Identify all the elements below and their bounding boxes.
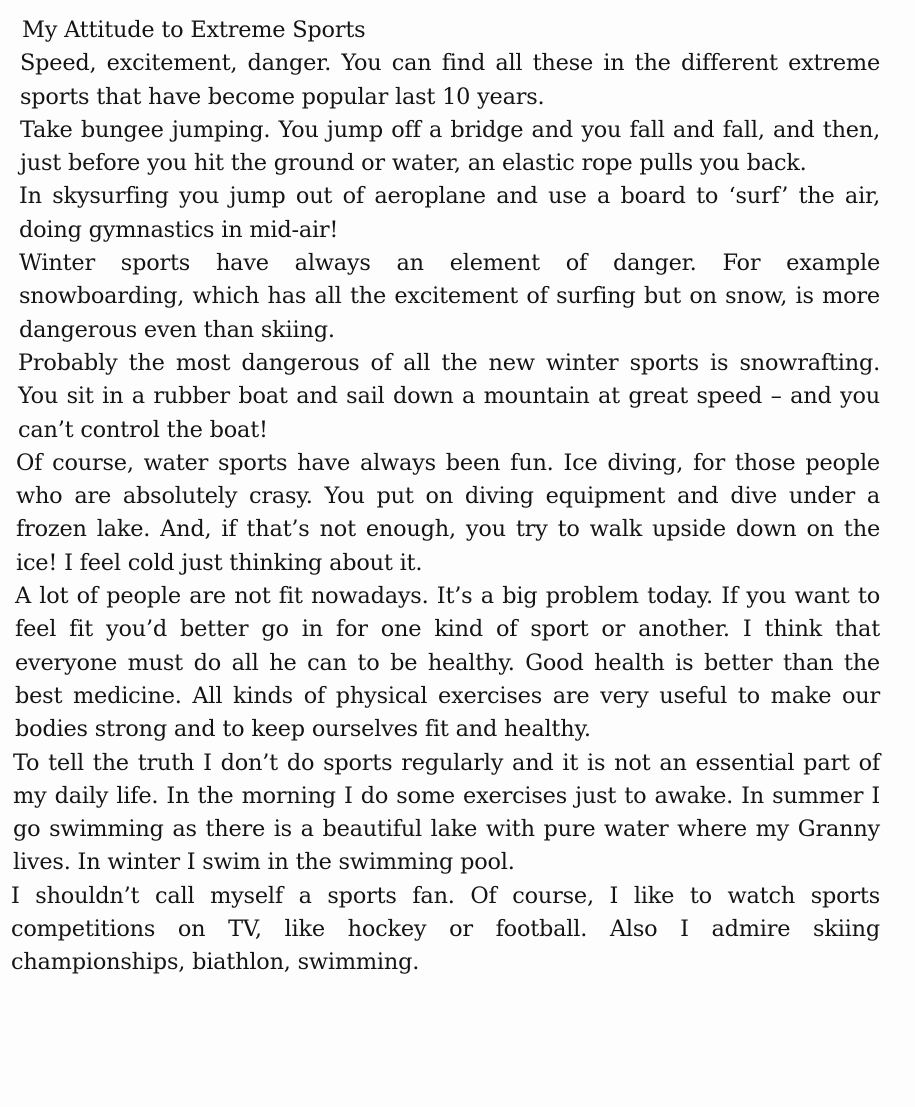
paragraph-intro: Speed, excitement, danger. You can find all these in the different extreme sports that have become popular last 10 years. [20, 50, 880, 110]
paragraph-sports-fan: I shouldn’t call myself a sports fan. Of course, I like to watch sports competitions on TV, like hockey or football. Also I admire skiing championships, biathlon, swimming. [11, 882, 880, 976]
essay-text [10, 14, 880, 980]
paragraph-snowrafting: Probably the most dangerous of all the new winter sports is snowrafting. You sit in a rubber boat and sail down a mountain at great speed – and you can’t control the boat! [18, 349, 880, 443]
paragraph-personal-sports: To tell the truth I don’t do sports regularly and it is not an essential part of my daily life. In the morning I do some exercises just to awake. In summer I go swimming as there is a beautiful lake with pure water where my Granny lives. In winter I swim in the swimming pool. [13, 749, 880, 876]
paragraph-ice-diving: Of course, water sports have always been fun. Ice diving, for those people who are absolutely crasy. You put on diving equipment and dive under a frozen lake. And, if that’s not enough, you try to walk upside down on the ice! I feel cold just thinking about it. [16, 449, 880, 576]
essay-title: My Attitude to Extreme Sports [22, 17, 366, 43]
paragraph-skysurfing: In skysurfing you jump out of aeroplane and use a board to ‘surf’ the air, doing gymnastics in mid-air! [19, 183, 880, 243]
paragraph-bungee-jumping: Take bungee jumping. You jump off a bridge and you fall and fall, and then, just before you hit the ground or water, an elastic rope pulls you back. [20, 116, 880, 177]
paragraph-winter-sports: Winter sports have always an element of danger. For example snowboarding, which has all the excitement of surfing but on snow, is more dangerous even than skiing. [19, 250, 880, 343]
paragraph-fitness: A lot of people are not fit nowadays. It’s a big problem today. If you want to feel fit you’d better go in for one kind of sport or another. I think that everyone must do all he can to be healthy. Good health is better than the best medicine. All kinds of physical exercises are very useful to make our bodies strong and to keep ourselves fit and healthy. [15, 583, 880, 743]
